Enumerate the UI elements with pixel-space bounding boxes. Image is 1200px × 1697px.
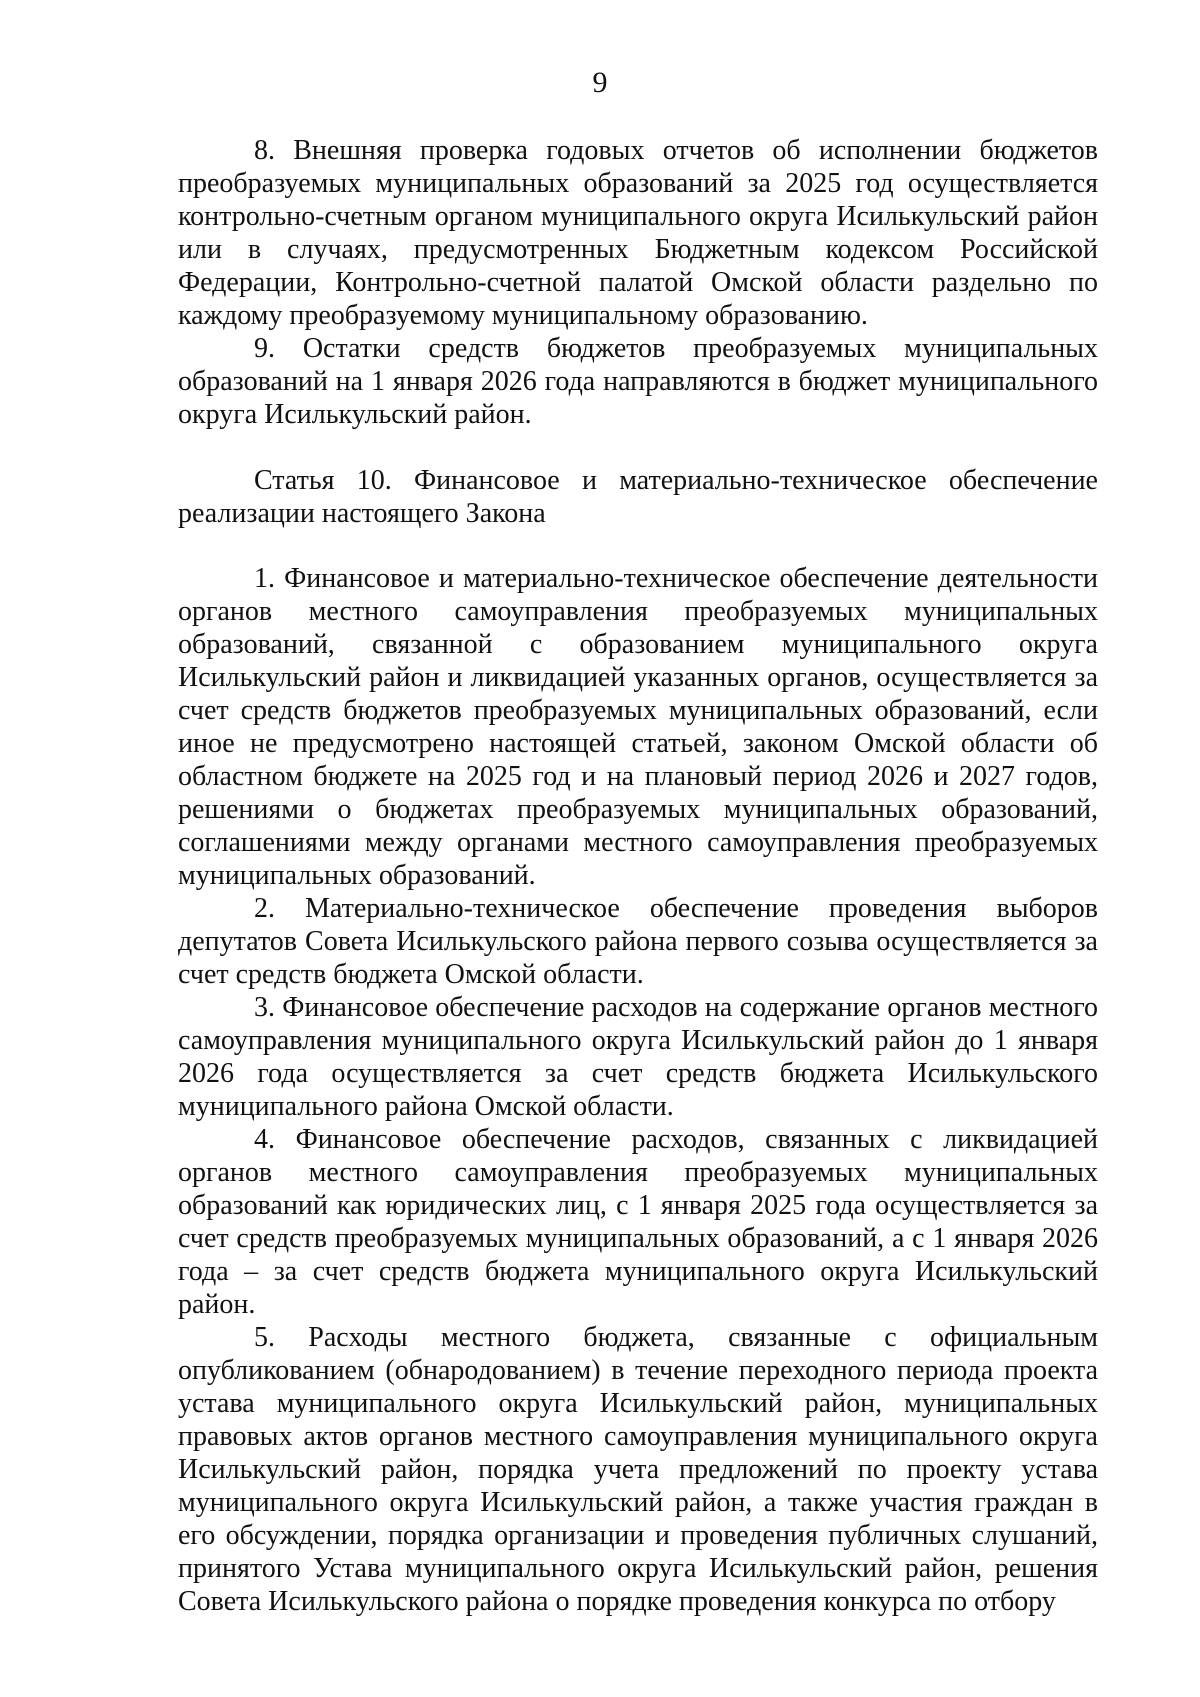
article-10-paragraph-3: 3. Финансовое обеспечение расходов на содержание органов местного самоуправления муниципального округа Исилькульский район до 1 января 2026 года осуществляется за счет средств бюджета Исилькульского муниципального района Омской области. xyxy=(178,992,1098,1122)
article-10-body xyxy=(178,562,1098,1618)
article-10-heading-block xyxy=(178,464,1098,530)
article-10-paragraph-5: 5. Расходы местного бюджета, связанные с официальным опубликованием (обнародованием) в течение переходного периода проекта устава муниципального округа Исилькульский район, муниципальных правовых актов органов местного самоуправления муниципального округа Исилькульский район, порядка учета предложений по проекту устава муниципального округа Исилькульский район, а также участия граждан в его обсуждении, порядка организации и проведения публичных слушаний, принятого Устава муниципального округа Исилькульский район, решения Совета Исилькульского района о порядке проведения конкурса по отбору xyxy=(178,1322,1098,1617)
article-10-paragraph-2: 2. Материально-техническое обеспечение проведения выборов депутатов Совета Исилькульского района первого созыва осуществляется за счет средств бюджета Омской области. xyxy=(178,893,1098,990)
page-number: 9 xyxy=(592,66,608,99)
paragraph-9: 9. Остатки средств бюджетов преобразуемых муниципальных образований на 1 января 2026 года направляются в бюджет муниципального округа Исилькульский район. xyxy=(178,333,1098,430)
article-10-heading: Статья 10. Финансовое и материально-техническое обеспечение реализации настоящего Закона xyxy=(178,465,1098,529)
paragraph-8: 8. Внешняя проверка годовых отчетов об исполнении бюджетов преобразуемых муниципальных образований за 2025 год осуществляется контрольно-счетным органом муниципального округа Исилькульский район или в случаях, предусмотренных Бюджетным кодексом Российской Федерации, Контрольно-счетной палатой Омской области раздельно по каждому преобразуемому муниципальному образованию. xyxy=(178,135,1098,331)
article-10-paragraph-1: 1. Финансовое и материально-техническое обеспечение деятельности органов местного самоуправления преобразуемых муниципальных образований, связанной с образованием муниципального округа Исилькульский район и ликвидацией указанных органов, осуществляется за счет средств бюджетов преобразуемых муниципальных образований, если иное не предусмотрено настоящей статьей, законом Омской области об областном бюджете на 2025 год и на плановый период 2026 и 2027 годов, решениями о бюджетах преобразуемых муниципальных образований, соглашениями между органами местного самоуправления преобразуемых муниципальных образований. xyxy=(178,563,1098,891)
article-10-paragraph-4: 4. Финансовое обеспечение расходов, связанных с ликвидацией органов местного самоуправления преобразуемых муниципальных образований как юридических лиц, с 1 января 2025 года осуществляется за счет средств преобразуемых муниципальных образований, а с 1 января 2026 года – за счет средств бюджета муниципального округа Исилькульский район. xyxy=(178,1124,1098,1320)
article-9-continuation xyxy=(178,134,1098,431)
